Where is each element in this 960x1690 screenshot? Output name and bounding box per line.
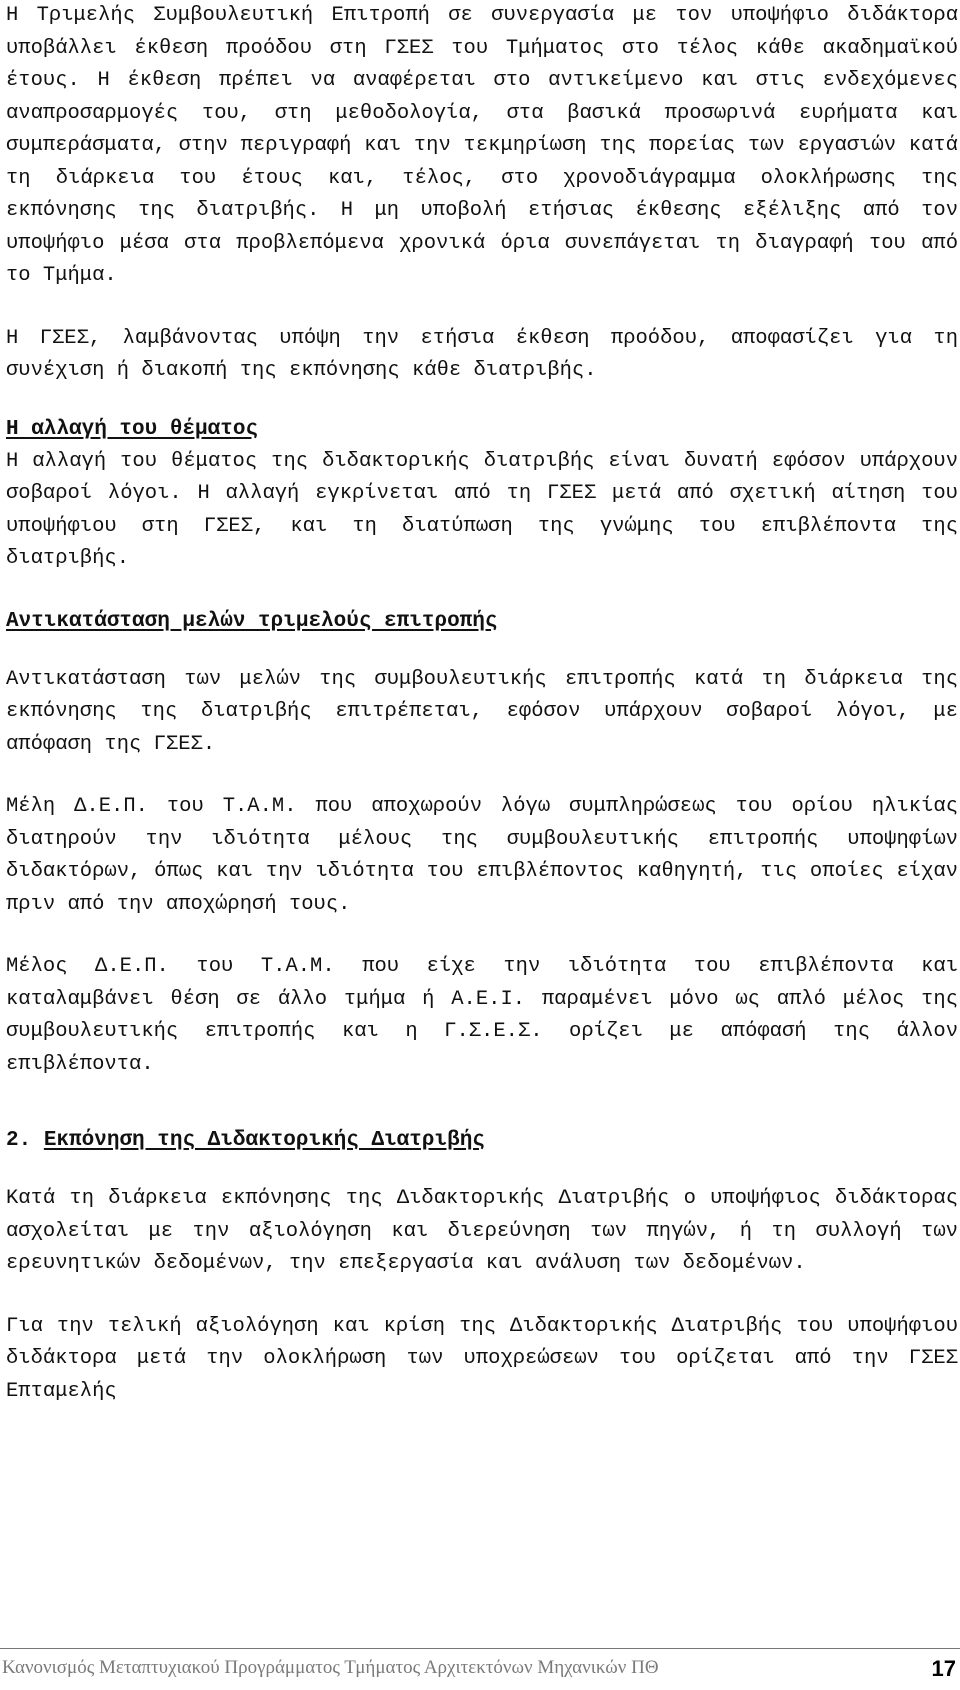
paragraph-topic-change: Η αλλαγή του θέματος της διδακτορικής διατριβής είναι δυνατή εφόσον υπάρχουν σοβαροί λόγοι. Η αλλαγή εγκρίνεται από τη ΓΣΕΣ μετά από σχετική αίτηση του υποψήφιου στη ΓΣΕΣ, και τη διατύπωση της γνώμης του επιβλέποντα της διατριβής.	[6, 449, 958, 570]
document-page	[6, 0, 958, 1408]
footer-title: Κανονισμός Μεταπτυχιακού Προγράμματος Τμήματος Αρχιτεκτόνων Μηχανικών ΠΘ	[2, 1657, 659, 1678]
paragraph-thesis-preparation: Κατά τη διάρκεια εκπόνησης της Διδακτορικής Διατριβής ο υποψήφιος διδάκτορας ασχολείται με την αξιολόγηση και διερεύνηση των πηγών, ή τη συλλογή των ερευνητικών δεδομένων, την επεξεργασία και ανάλυση των δεδομένων.	[6, 1187, 958, 1275]
heading-topic-change: Η αλλαγή του θέματος	[6, 417, 259, 441]
paragraph-transferring-supervisor: Μέλος Δ.Ε.Π. του Τ.Α.Μ. που είχε την ιδιότητα του επιβλέποντα και καταλαμβάνει θέση σε άλλο τμήμα ή Α.Ε.Ι. παραμένει μόνο ως απλό μέλος της συμβουλευτικής επιτροπής και η Γ.Σ.Ε.Σ. ορίζει με απόφασή της άλλον επιβλέποντα.	[6, 955, 958, 1076]
heading-section-2: 2. Εκπόνηση της Διδακτορικής Διατριβής	[6, 1129, 485, 1152]
paragraph-retiring-members: Μέλη Δ.Ε.Π. του Τ.Α.Μ. που αποχωρούν λόγω συμπληρώσεως του ορίου ηλικίας διατηρούν την ιδιότητα μέλους της συμβουλευτικής επιτροπής υποψηφίων διδακτόρων, όπως και την ιδιότητα του επιβλέποντος καθηγητή, τις οποίες είχαν πριν από την αποχώρησή τους.	[6, 795, 958, 916]
paragraph-final-evaluation: Για την τελική αξιολόγηση και κρίση της Διδακτορικής Διατριβής του υποψήφιου διδάκτορα μετά την ολοκλήρωση των υποχρεώσεων του ορίζεται από την ΓΣΕΣ Επταμελής	[6, 1314, 958, 1403]
paragraph-gses-decision: Η ΓΣΕΣ, λαμβάνοντας υπόψη την ετήσια έκθεση προόδου, αποφασίζει για τη συνέχιση ή διακοπή της εκπόνησης κάθε διατριβής.	[6, 326, 958, 382]
page-number: 17	[931, 1656, 956, 1681]
paragraph-annual-progress-report: Η Τριμελής Συμβουλευτική Επιτροπή σε συνεργασία με τον υποψήφιο διδάκτορα υποβάλλει έκθεση προόδου στη ΓΣΕΣ του Τμήματος στο τέλος κάθε ακαδημαϊκού έτους. Η έκθεση πρέπει να αναφέρεται στο αντικείμενο και στις ενδεχόμενες αναπροσαρμογές του, στη μεθοδολογία, στα βασικά προσωρινά ευρήματα και συμπεράσματα, στην περιγραφή και την τεκμηρίωση της πορείας των εργασιών κατά τη διάρκεια του έτους και, τέλος, στο χρονοδιάγραμμα ολοκλήρωσης της εκπόνησης της διατριβής. Η μη υποβολή ετήσιας έκθεσης εξέλιξης από τον υποψήφιο μέσα στα προβλεπόμενα χρονικά όρια συνεπάγεται τη διαγραφή του από το Τμήμα.	[6, 4, 958, 287]
paragraph-committee-replacement: Αντικατάσταση των μελών της συμβουλευτικής επιτροπής κατά τη διάρκεια της εκπόνησης της διατριβής επιτρέπεται, εφόσον υπάρχουν σοβαροί λόγοι, με απόφαση της ΓΣΕΣ.	[6, 667, 958, 756]
heading-committee-replacement: Αντικατάσταση μελών τριμελούς επιτροπής	[6, 609, 498, 633]
page-footer	[0, 1648, 960, 1683]
